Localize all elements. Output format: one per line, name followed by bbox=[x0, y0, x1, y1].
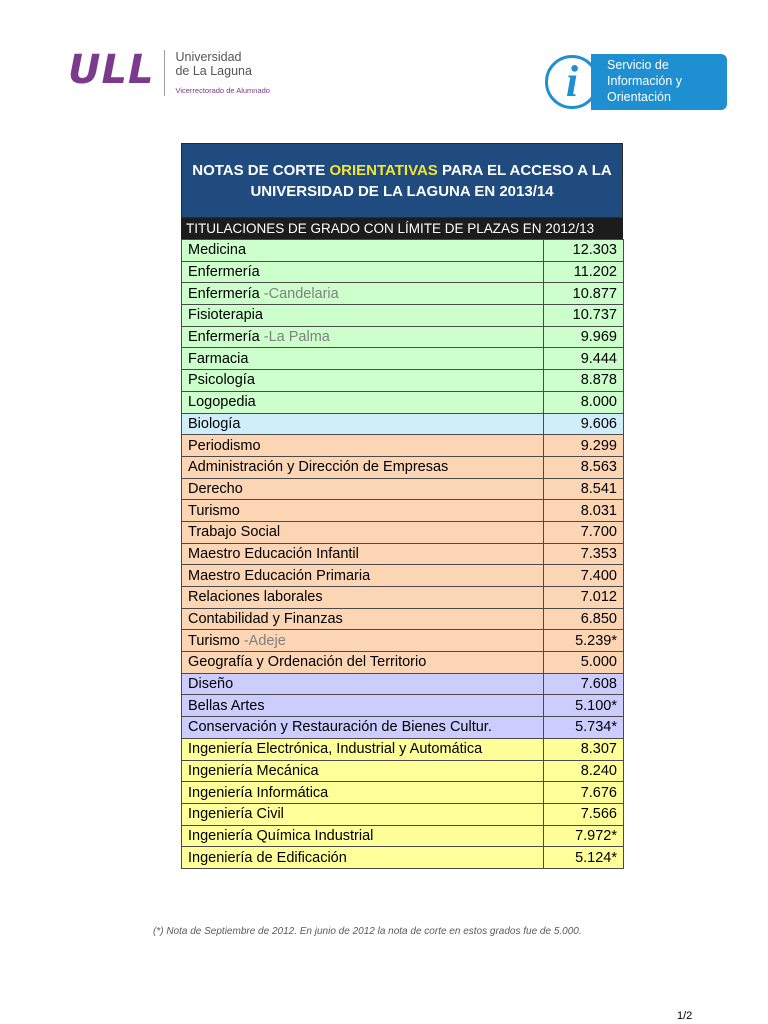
cutoff-score: 10.737 bbox=[544, 305, 624, 327]
table-row bbox=[182, 370, 624, 392]
table-row bbox=[182, 478, 624, 500]
cutoff-score: 8.240 bbox=[544, 760, 624, 782]
table-row bbox=[182, 348, 624, 370]
table-row bbox=[182, 847, 624, 869]
table-body bbox=[182, 240, 624, 869]
campus-label: -Adeje bbox=[239, 632, 286, 649]
title-line1 bbox=[192, 160, 611, 181]
page-number: 1/2 bbox=[677, 1010, 693, 1022]
cutoff-score: 9.606 bbox=[544, 413, 624, 435]
cutoff-score: 7.566 bbox=[544, 803, 624, 825]
cutoff-score: 5.239* bbox=[544, 630, 624, 652]
cutoff-score: 12.303 bbox=[544, 240, 624, 262]
table-row bbox=[182, 261, 624, 283]
service-line3: Orientación bbox=[607, 90, 671, 104]
cutoff-score: 6.850 bbox=[544, 608, 624, 630]
cutoff-score: 5.124* bbox=[544, 847, 624, 869]
degree-name: Turismo bbox=[188, 632, 240, 649]
degree-name-cell bbox=[182, 261, 544, 283]
degree-name-cell bbox=[182, 413, 544, 435]
degree-name-cell bbox=[182, 283, 544, 305]
degree-name: Enfermería bbox=[188, 285, 260, 302]
table-row bbox=[182, 435, 624, 457]
table-row bbox=[182, 391, 624, 413]
service-line2: Información y bbox=[607, 74, 683, 88]
degree-name: Ingeniería Informática bbox=[188, 784, 329, 801]
degree-name-cell bbox=[182, 478, 544, 500]
cutoff-score: 9.444 bbox=[544, 348, 624, 370]
degree-name: Relaciones laborales bbox=[188, 589, 323, 606]
degree-name: Maestro Educación Primaria bbox=[188, 567, 371, 584]
cutoff-grid bbox=[181, 239, 624, 869]
degree-name: Periodismo bbox=[188, 437, 261, 454]
cutoff-score: 9.969 bbox=[544, 326, 624, 348]
degree-name: Ingeniería Civil bbox=[188, 806, 284, 823]
table-row bbox=[182, 803, 624, 825]
table-row bbox=[182, 587, 624, 609]
table-row bbox=[182, 521, 624, 543]
degree-name-cell bbox=[182, 305, 544, 327]
table-row bbox=[182, 283, 624, 305]
cutoff-score: 8.541 bbox=[544, 478, 624, 500]
cutoff-score: 9.299 bbox=[544, 435, 624, 457]
degree-name: Farmacia bbox=[188, 350, 249, 367]
table-row bbox=[182, 717, 624, 739]
cutoff-score: 8.000 bbox=[544, 391, 624, 413]
cutoff-table bbox=[181, 143, 623, 869]
degree-name: Enfermería bbox=[188, 329, 260, 346]
degree-name: Diseño bbox=[188, 676, 234, 693]
university-line2: de La Laguna bbox=[175, 64, 252, 78]
table-row bbox=[182, 673, 624, 695]
degree-name: Derecho bbox=[188, 480, 243, 497]
degree-name-cell bbox=[182, 630, 544, 652]
table-row bbox=[182, 500, 624, 522]
degree-name: Fisioterapia bbox=[188, 307, 263, 324]
cutoff-score: 10.877 bbox=[544, 283, 624, 305]
degree-name-cell bbox=[182, 543, 544, 565]
service-name-box bbox=[591, 54, 727, 110]
degree-name-cell bbox=[182, 717, 544, 739]
table-title bbox=[181, 143, 623, 218]
degree-name-cell bbox=[182, 782, 544, 804]
table-row bbox=[182, 782, 624, 804]
cutoff-score: 7.676 bbox=[544, 782, 624, 804]
table-row bbox=[182, 738, 624, 760]
degree-name: Ingeniería Mecánica bbox=[188, 762, 319, 779]
degree-name-cell bbox=[182, 825, 544, 847]
degree-name-cell bbox=[182, 652, 544, 674]
university-line1: Universidad bbox=[175, 50, 242, 64]
title-line2: UNIVERSIDAD DE LA LAGUNA EN 2013/14 bbox=[250, 182, 554, 200]
footnote: (*) Nota de Septiembre de 2012. En junio de 2012 la nota de corte en estos grados fue de 5.000. bbox=[153, 926, 582, 937]
degree-name: Conservación y Restauración de Bienes Cultur. bbox=[188, 719, 492, 736]
ull-logo: ULL bbox=[68, 47, 155, 93]
degree-name: Ingeniería Química Industrial bbox=[188, 827, 374, 844]
cutoff-score: 5.100* bbox=[544, 695, 624, 717]
table-subtitle: TITULACIONES DE GRADO CON LÍMITE DE PLAZAS EN 2012/13 bbox=[181, 218, 623, 239]
table-row bbox=[182, 240, 624, 262]
cutoff-score: 11.202 bbox=[544, 261, 624, 283]
degree-name: Turismo bbox=[188, 502, 240, 519]
cutoff-score: 7.400 bbox=[544, 565, 624, 587]
degree-name: Medicina bbox=[188, 242, 247, 259]
cutoff-score: 8.878 bbox=[544, 370, 624, 392]
service-line1: Servicio de bbox=[607, 58, 669, 72]
degree-name-cell bbox=[182, 521, 544, 543]
table-row bbox=[182, 413, 624, 435]
table-row bbox=[182, 630, 624, 652]
cutoff-score: 5.000 bbox=[544, 652, 624, 674]
degree-name-cell bbox=[182, 391, 544, 413]
degree-name: Enfermería bbox=[188, 264, 260, 281]
degree-name-cell bbox=[182, 326, 544, 348]
degree-name-cell bbox=[182, 500, 544, 522]
cutoff-score: 7.012 bbox=[544, 587, 624, 609]
ull-logo-block bbox=[68, 47, 270, 98]
table-row bbox=[182, 565, 624, 587]
degree-name: Biología bbox=[188, 415, 241, 432]
degree-name: Maestro Educación Infantil bbox=[188, 545, 359, 562]
degree-name-cell bbox=[182, 803, 544, 825]
cutoff-score: 8.307 bbox=[544, 738, 624, 760]
service-logo-block bbox=[545, 54, 727, 110]
degree-name: Contabilidad y Finanzas bbox=[188, 611, 343, 628]
title-part2: PARA EL ACCESO A LA bbox=[437, 161, 612, 179]
degree-name: Logopedia bbox=[188, 394, 256, 411]
logo-divider bbox=[164, 50, 165, 96]
vicerrectorado-label: Vicerrectorado de Alumnado bbox=[175, 86, 270, 95]
degree-name-cell bbox=[182, 847, 544, 869]
degree-name: Bellas Artes bbox=[188, 697, 265, 714]
cutoff-score: 8.031 bbox=[544, 500, 624, 522]
campus-label: -Candelaria bbox=[259, 285, 339, 302]
cutoff-score: 7.608 bbox=[544, 673, 624, 695]
table-row bbox=[182, 305, 624, 327]
campus-label: -La Palma bbox=[259, 329, 330, 346]
degree-name-cell bbox=[182, 240, 544, 262]
cutoff-score: 7.700 bbox=[544, 521, 624, 543]
degree-name: Geografía y Ordenación del Territorio bbox=[188, 654, 427, 671]
degree-name-cell bbox=[182, 348, 544, 370]
table-row bbox=[182, 825, 624, 847]
table-row bbox=[182, 326, 624, 348]
degree-name-cell bbox=[182, 456, 544, 478]
table-row bbox=[182, 543, 624, 565]
degree-name-cell bbox=[182, 695, 544, 717]
info-icon: i bbox=[545, 55, 599, 109]
degree-name-cell bbox=[182, 738, 544, 760]
degree-name-cell bbox=[182, 370, 544, 392]
title-part1: NOTAS DE CORTE bbox=[192, 161, 330, 179]
table-row bbox=[182, 608, 624, 630]
degree-name-cell bbox=[182, 673, 544, 695]
degree-name: Trabajo Social bbox=[188, 524, 281, 541]
degree-name: Administración y Dirección de Empresas bbox=[188, 459, 449, 476]
table-row bbox=[182, 695, 624, 717]
table-row bbox=[182, 456, 624, 478]
degree-name-cell bbox=[182, 565, 544, 587]
degree-name-cell bbox=[182, 760, 544, 782]
degree-name: Psicología bbox=[188, 372, 255, 389]
cutoff-score: 8.563 bbox=[544, 456, 624, 478]
university-name-block bbox=[175, 50, 270, 98]
degree-name-cell bbox=[182, 435, 544, 457]
cutoff-score: 5.734* bbox=[544, 717, 624, 739]
degree-name: Ingeniería de Edificación bbox=[188, 849, 347, 866]
degree-name-cell bbox=[182, 608, 544, 630]
title-highlight: ORIENTATIVAS bbox=[329, 161, 438, 179]
table-row bbox=[182, 760, 624, 782]
degree-name: Ingeniería Electrónica, Industrial y Automática bbox=[188, 741, 483, 758]
table-row bbox=[182, 652, 624, 674]
cutoff-score: 7.972* bbox=[544, 825, 624, 847]
cutoff-score: 7.353 bbox=[544, 543, 624, 565]
degree-name-cell bbox=[182, 587, 544, 609]
